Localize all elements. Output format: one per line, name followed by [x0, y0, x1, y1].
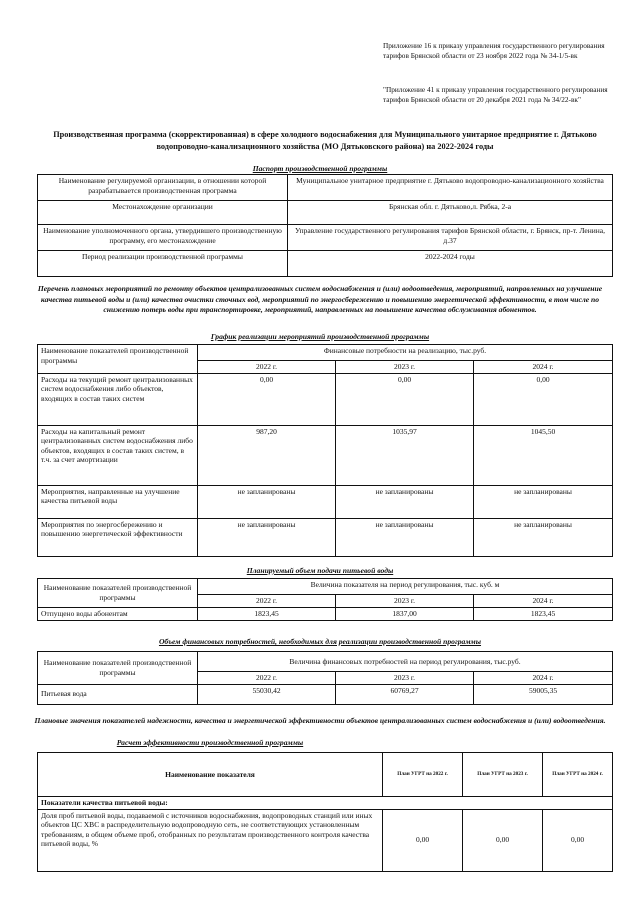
cell-value: не запланированы	[198, 518, 336, 556]
year-header: 2023 г.	[336, 595, 474, 608]
year-header: 2023 г.	[336, 361, 474, 374]
table-row	[38, 652, 613, 672]
cell-value: не запланированы	[474, 485, 613, 518]
appendix-note-2: "Приложение 41 к приказу управления государственного регулирования тарифов Брянской области от 20 декабря 2021 года № 34/22-вк"	[383, 85, 608, 104]
table-row	[38, 425, 613, 485]
table-row	[38, 684, 613, 704]
cell-value: не запланированы	[336, 485, 474, 518]
cell-value: 60769,27	[336, 684, 474, 704]
supply-heading: Планируемый объем подачи питьевой воды	[246, 566, 394, 575]
passport-label: Наименование регулируемой организации, в отношении которой разрабатывается производственная программа	[38, 175, 288, 201]
passport-value: 2022-2024 годы	[288, 251, 613, 277]
table-row	[38, 373, 613, 425]
section-row: Показатели качества питьевой воды:	[38, 797, 613, 810]
cell-value: 59005,35	[474, 684, 613, 704]
measures-intro: Перечень плановых мероприятий по ремонту объектов централизованных систем водоснабжения и (или) водоотведения, мероприятий, направленных на улучшение качества питьевой воды и (или) качества очистки сточных вод, мероприятий по энергосбережению и повышению энергетической эффективности, в том числе по снижению потерь воды при транспортировке, мероприятий, направленных на повышение качества обслуживания абонентов.	[37, 284, 603, 314]
plan-column-header: План УГРТ на 2023 г.	[463, 753, 543, 797]
table-row	[38, 579, 613, 595]
efficiency-table	[37, 752, 613, 872]
passport-value: Управление государственного регулирования тарифов Брянской области, г. Брянск, пр-т. Ленина, д.37	[288, 225, 613, 251]
table-row	[38, 201, 613, 225]
column-header: Наименование показателей производственной программы	[38, 652, 198, 685]
table-row	[38, 251, 613, 277]
year-header: 2022 г.	[198, 595, 336, 608]
appendix-note-1: Приложение 16 к приказу управления государственного регулирования тарифов Брянской области от 23 ноября 2022 года № 34-1/5-вк	[383, 41, 605, 60]
table-row	[38, 485, 613, 518]
cell-value: 1837,00	[336, 607, 474, 620]
column-group-header: Величина финансовых потребностей на период регулирования, тыс.руб.	[198, 652, 613, 672]
cell-value: 0,00	[383, 809, 463, 871]
cell-value: 55030,42	[198, 684, 336, 704]
row-label: Мероприятия по энергосбережению и повышению энергетической эффективности	[38, 518, 198, 556]
column-group-header: Финансовые потребности на реализацию, тыс.руб.	[198, 345, 613, 361]
measures-heading: График реализации мероприятий производственной программы	[210, 332, 430, 341]
year-header: 2022 г.	[198, 361, 336, 374]
year-header: 2024 г.	[474, 595, 613, 608]
row-label: Отпущено воды абонентам	[38, 607, 198, 620]
cell-value: не запланированы	[198, 485, 336, 518]
cell-value: не запланированы	[336, 518, 474, 556]
table-row	[38, 518, 613, 556]
row-label: Доля проб питьевой воды, подаваемой с источников водоснабжения, водопроводных станций или иных объектов ЦС ХВС в распределительную водопроводную сеть, не соответствующих установленным требованиям, в общем объеме проб, отобранных по результатам производственного контроля качества питьевой воды, %	[38, 809, 383, 871]
document-title: Производственная программа (скорректированная) в сфере холодного водоснабжения для Муниципального унитарное предприятие г. Дятьково водопроводно-канализационного хозяйства (МО Дятьковского района) на 2022-2024 годы	[53, 130, 597, 151]
cell-value: 1823,45	[198, 607, 336, 620]
cell-value: 0,00	[336, 373, 474, 425]
measures-table	[37, 344, 613, 557]
column-header: Наименование показателей производственной программы	[38, 579, 198, 608]
cell-value: не запланированы	[474, 518, 613, 556]
cell-value: 1035,97	[336, 425, 474, 485]
year-header: 2024 г.	[474, 361, 613, 374]
plan-column-header: План УГРТ на 2022 г.	[383, 753, 463, 797]
finance-heading: Объем финансовых потребностей, необходимых для реализации производственной программы	[158, 637, 482, 646]
cell-value: 0,00	[543, 809, 613, 871]
cell-value: 0,00	[474, 373, 613, 425]
year-header: 2023 г.	[336, 672, 474, 685]
table-row	[38, 225, 613, 251]
passport-label: Период реализации производственной программы	[38, 251, 288, 277]
efficiency-intro: Плановые значения показателей надежности, качества и энергетической эффективности объектов централизованных систем водоснабжения и (или) водоотведения.	[34, 716, 606, 725]
table-row	[38, 753, 613, 797]
table-row	[38, 809, 613, 871]
column-group-header: Величина показателя на период регулирования, тыс. куб. м	[198, 579, 613, 595]
efficiency-heading: Расчет эффективности производственной программы	[116, 738, 304, 747]
row-label: Мероприятия, направленные на улучшение качества питьевой воды	[38, 485, 198, 518]
table-row	[38, 607, 613, 620]
passport-heading: Паспорт производственной программы	[252, 164, 388, 173]
column-header: Наименование показателей производственной программы	[38, 345, 198, 374]
passport-label: Наименование уполномоченного органа, утвердившего производственную программу, его местонахождение	[38, 225, 288, 251]
passport-label: Местонахождение организации	[38, 201, 288, 225]
table-row	[38, 797, 613, 810]
cell-value: 1045,50	[474, 425, 613, 485]
year-header: 2024 г.	[474, 672, 613, 685]
cell-value: 987,20	[198, 425, 336, 485]
table-row	[38, 345, 613, 361]
cell-value: 0,00	[198, 373, 336, 425]
cell-value: 0,00	[463, 809, 543, 871]
passport-table	[37, 174, 613, 277]
passport-value: Брянская обл. г. Дятьково,л. Рябка, 2-а	[288, 201, 613, 225]
table-row	[38, 175, 613, 201]
cell-value: 1823,45	[474, 607, 613, 620]
row-label: Питьевая вода	[38, 684, 198, 704]
row-label: Расходы на капитальный ремонт централизованных систем водоснабжения либо объектов, входящих в состав таких систем, в т.ч. за счет амортизации	[38, 425, 198, 485]
year-header: 2022 г.	[198, 672, 336, 685]
supply-table	[37, 578, 613, 621]
plan-column-header: План УГРТ на 2024 г.	[543, 753, 613, 797]
row-label: Расходы на текущий ремонт централизованных систем водоснабжения либо объектов, входящих в состав таких систем	[38, 373, 198, 425]
passport-value: Муниципальное унитарное предприятие г. Дятьково водопроводно-канализационного хозяйства	[288, 175, 613, 201]
finance-table	[37, 651, 613, 705]
column-header: Наименование показателя	[38, 753, 383, 797]
